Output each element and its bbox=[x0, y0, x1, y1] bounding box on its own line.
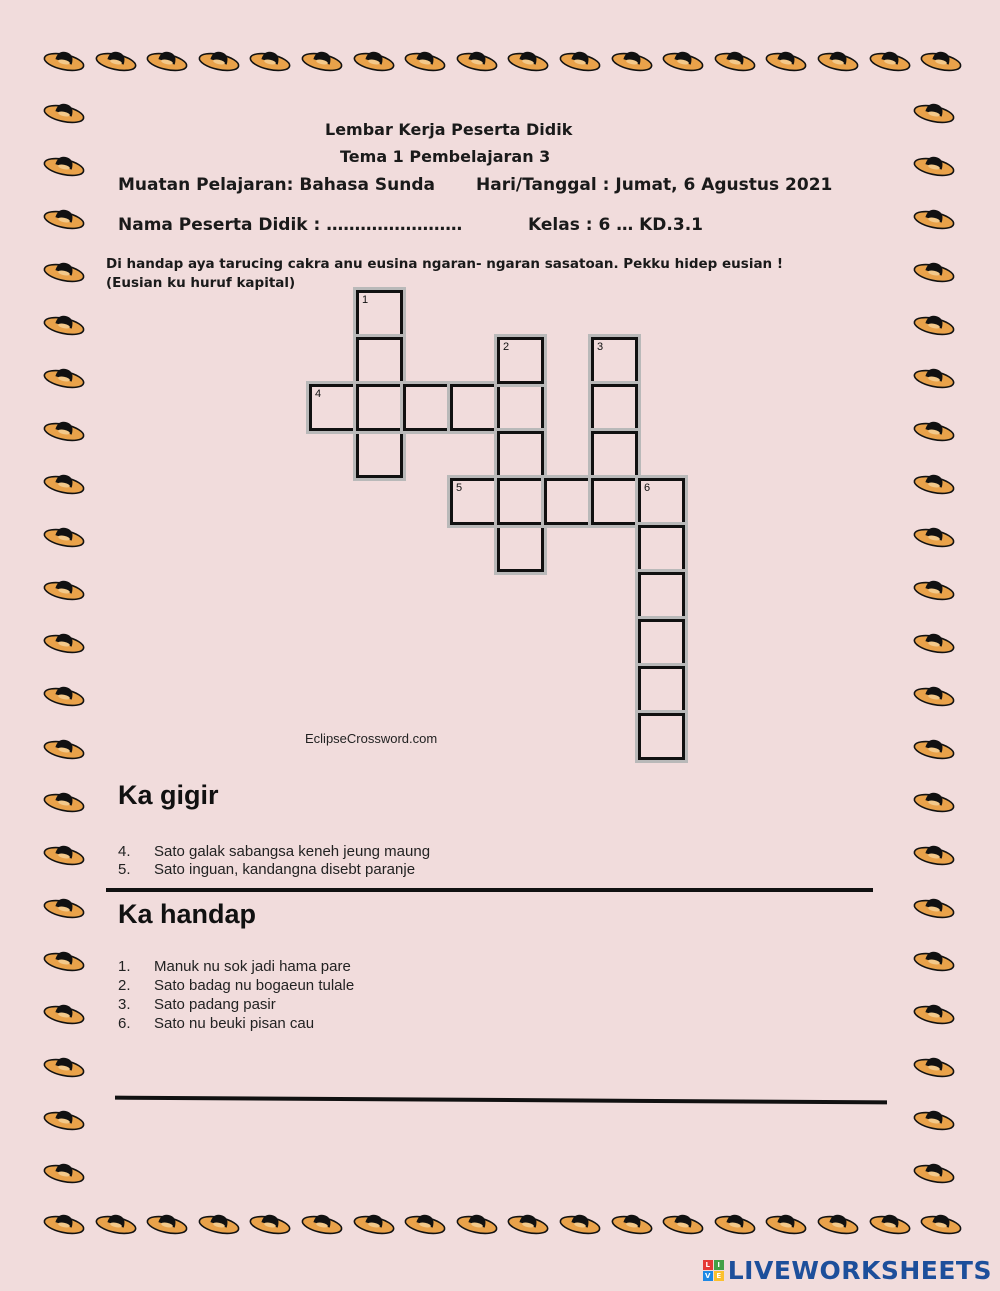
clue-number: 6 bbox=[644, 482, 651, 494]
hat-icon bbox=[42, 998, 86, 1028]
crossword-cell[interactable] bbox=[497, 525, 544, 572]
hat-icon bbox=[42, 680, 86, 710]
hat-icon bbox=[42, 945, 86, 975]
hat-icon bbox=[912, 150, 956, 180]
crossword-cell[interactable] bbox=[497, 337, 544, 384]
hat-icon bbox=[912, 256, 956, 286]
crossword-letter-input[interactable] bbox=[500, 481, 541, 522]
hat-icon bbox=[42, 627, 86, 657]
hat-icon bbox=[661, 1208, 705, 1238]
hat-icon bbox=[919, 45, 963, 75]
hat-icon bbox=[42, 892, 86, 922]
crossword-credit: EclipseCrossword.com bbox=[305, 731, 438, 746]
crossword-cell[interactable] bbox=[497, 384, 544, 431]
hat-icon bbox=[145, 45, 189, 75]
crossword-cell[interactable] bbox=[638, 525, 685, 572]
crossword-letter-input[interactable] bbox=[594, 434, 635, 475]
clue-number: 5 bbox=[456, 482, 463, 494]
clue-number: 4 bbox=[315, 388, 322, 400]
hat-icon bbox=[42, 415, 86, 445]
hat-icon bbox=[197, 45, 241, 75]
crossword-letter-input[interactable] bbox=[641, 575, 682, 616]
hat-icon bbox=[912, 733, 956, 763]
hat-icon bbox=[912, 1051, 956, 1081]
crossword-cell[interactable] bbox=[497, 478, 544, 525]
hat-icon bbox=[764, 45, 808, 75]
clue-number: 3 bbox=[597, 341, 604, 353]
hat-icon bbox=[868, 45, 912, 75]
divider-line bbox=[106, 888, 873, 892]
crossword-cell[interactable] bbox=[591, 384, 638, 431]
hat-icon bbox=[912, 680, 956, 710]
logo-letter: E bbox=[714, 1271, 724, 1281]
hat-icon bbox=[506, 1208, 550, 1238]
hat-icon bbox=[42, 468, 86, 498]
hat-icon bbox=[912, 468, 956, 498]
crossword-letter-input[interactable] bbox=[500, 387, 541, 428]
hat-icon bbox=[248, 45, 292, 75]
hat-icon bbox=[42, 97, 86, 127]
instruction-line-1: Di handap aya tarucing cakra anu eusina ngaran- ngaran sasatoan. Pekku hidep eusian ! bbox=[106, 256, 784, 272]
hat-icon bbox=[94, 45, 138, 75]
liveworksheets-wordmark: LIVEWORKSHEETS bbox=[727, 1256, 992, 1285]
hat-icon bbox=[912, 627, 956, 657]
hat-icon bbox=[300, 45, 344, 75]
worksheet-title: Lembar Kerja Peserta Didik bbox=[325, 120, 573, 139]
hat-icon bbox=[248, 1208, 292, 1238]
crossword-letter-input[interactable] bbox=[406, 387, 447, 428]
hat-icon bbox=[42, 1157, 86, 1187]
hat-icon bbox=[912, 1157, 956, 1187]
hat-icon bbox=[912, 998, 956, 1028]
hat-icon bbox=[300, 1208, 344, 1238]
crossword-letter-input[interactable] bbox=[359, 340, 400, 381]
hat-icon bbox=[912, 574, 956, 604]
crossword-letter-input[interactable] bbox=[641, 622, 682, 663]
hat-icon bbox=[42, 1051, 86, 1081]
crossword-letter-input[interactable] bbox=[641, 669, 682, 710]
hat-icon bbox=[42, 256, 86, 286]
crossword-cell[interactable] bbox=[638, 572, 685, 619]
crossword-cell[interactable] bbox=[403, 384, 450, 431]
crossword-cell[interactable] bbox=[356, 337, 403, 384]
worksheet-subtitle: Tema 1 Pembelajaran 3 bbox=[340, 147, 551, 166]
clue-number: 1 bbox=[362, 294, 369, 306]
hat-icon bbox=[713, 1208, 757, 1238]
hat-icon bbox=[403, 45, 447, 75]
crossword-letter-input[interactable] bbox=[500, 528, 541, 569]
hat-icon bbox=[42, 203, 86, 233]
hat-icon bbox=[912, 839, 956, 869]
hat-icon bbox=[145, 1208, 189, 1238]
hat-icon bbox=[42, 733, 86, 763]
hat-icon bbox=[42, 786, 86, 816]
crossword-cell[interactable] bbox=[591, 431, 638, 478]
down-heading: Ka handap bbox=[118, 899, 257, 929]
hat-icon bbox=[912, 521, 956, 551]
crossword-cell[interactable] bbox=[356, 384, 403, 431]
hat-icon bbox=[42, 521, 86, 551]
crossword-cell[interactable] bbox=[638, 713, 685, 760]
crossword-letter-input[interactable] bbox=[641, 528, 682, 569]
clue-down-3: 3. Sato padang pasir bbox=[118, 996, 276, 1013]
clue-across-5: 5. Sato inguan, kandangna disebt paranje bbox=[118, 861, 416, 878]
clue-down-6: 6. Sato nu beuki pisan cau bbox=[118, 1015, 315, 1032]
logo-letter: I bbox=[714, 1260, 724, 1270]
hat-icon bbox=[713, 45, 757, 75]
hat-icon bbox=[610, 45, 654, 75]
date-label: Hari/Tanggal : Jumat, 6 Agustus 2021 bbox=[476, 175, 833, 195]
crossword-letter-input[interactable] bbox=[547, 481, 588, 522]
crossword-cell[interactable] bbox=[591, 478, 638, 525]
student-name-label: Nama Peserta Didik : …………………… bbox=[118, 215, 463, 235]
hat-icon bbox=[912, 1104, 956, 1134]
class-label: Kelas : 6 … KD.3.1 bbox=[528, 215, 703, 235]
hat-icon bbox=[610, 1208, 654, 1238]
hat-icon bbox=[912, 945, 956, 975]
hat-icon bbox=[403, 1208, 447, 1238]
crossword-letter-input[interactable] bbox=[641, 716, 682, 757]
crossword-cell[interactable] bbox=[591, 337, 638, 384]
hat-icon bbox=[455, 1208, 499, 1238]
hat-icon bbox=[42, 1104, 86, 1134]
hat-icon bbox=[42, 45, 86, 75]
hat-icon bbox=[912, 786, 956, 816]
hat-icon bbox=[42, 309, 86, 339]
hat-icon bbox=[661, 45, 705, 75]
crossword-cell[interactable] bbox=[544, 478, 591, 525]
hat-icon bbox=[912, 309, 956, 339]
crossword-cell[interactable] bbox=[356, 290, 403, 337]
divider-line-bottom bbox=[115, 1096, 887, 1105]
hat-icon bbox=[558, 1208, 602, 1238]
hat-icon bbox=[506, 45, 550, 75]
logo-letter: V bbox=[703, 1271, 713, 1281]
hat-icon bbox=[912, 415, 956, 445]
crossword-letter-input[interactable] bbox=[500, 434, 541, 475]
clue-down-2: 2. Sato badag nu bogaeun tulale bbox=[118, 977, 355, 994]
hat-icon bbox=[42, 839, 86, 869]
liveworksheets-brand bbox=[703, 1256, 992, 1285]
crossword-letter-input[interactable] bbox=[359, 387, 400, 428]
instruction-line-2: (Eusian ku huruf kapital) bbox=[106, 275, 296, 291]
crossword-letter-input[interactable] bbox=[359, 434, 400, 475]
crossword-cell[interactable] bbox=[638, 666, 685, 713]
hat-icon bbox=[352, 1208, 396, 1238]
hat-icon bbox=[919, 1208, 963, 1238]
hat-icon bbox=[352, 45, 396, 75]
subject-label: Muatan Pelajaran: Bahasa Sunda bbox=[118, 175, 435, 195]
hat-icon bbox=[197, 1208, 241, 1238]
crossword-cell[interactable] bbox=[638, 478, 685, 525]
hat-icon bbox=[455, 45, 499, 75]
crossword-cell[interactable] bbox=[356, 431, 403, 478]
crossword-letter-input[interactable] bbox=[594, 481, 635, 522]
hat-icon bbox=[816, 45, 860, 75]
crossword-cell[interactable] bbox=[497, 431, 544, 478]
clue-across-4: 4. Sato galak sabangsa keneh jeung maung bbox=[118, 843, 431, 860]
hat-icon bbox=[912, 892, 956, 922]
hat-icon bbox=[912, 97, 956, 127]
hat-icon bbox=[912, 362, 956, 392]
crossword-cell[interactable] bbox=[450, 384, 497, 431]
crossword-letter-input[interactable] bbox=[453, 387, 494, 428]
crossword-letter-input[interactable] bbox=[594, 387, 635, 428]
logo-letter: L bbox=[703, 1260, 713, 1270]
hat-icon bbox=[764, 1208, 808, 1238]
hat-icon bbox=[42, 1208, 86, 1238]
hat-icon bbox=[42, 362, 86, 392]
hat-icon bbox=[94, 1208, 138, 1238]
clue-down-1: 1. Manuk nu sok jadi hama pare bbox=[118, 958, 351, 975]
hat-icon bbox=[868, 1208, 912, 1238]
hat-icon bbox=[816, 1208, 860, 1238]
liveworksheets-logo-icon bbox=[703, 1260, 724, 1281]
across-heading: Ka gigir bbox=[118, 780, 219, 810]
hat-icon bbox=[42, 574, 86, 604]
crossword-cell[interactable] bbox=[638, 619, 685, 666]
hat-icon bbox=[42, 150, 86, 180]
hat-icon bbox=[912, 203, 956, 233]
clue-number: 2 bbox=[503, 341, 510, 353]
crossword-cell[interactable] bbox=[450, 478, 497, 525]
hat-icon bbox=[558, 45, 602, 75]
crossword-cell[interactable] bbox=[309, 384, 356, 431]
